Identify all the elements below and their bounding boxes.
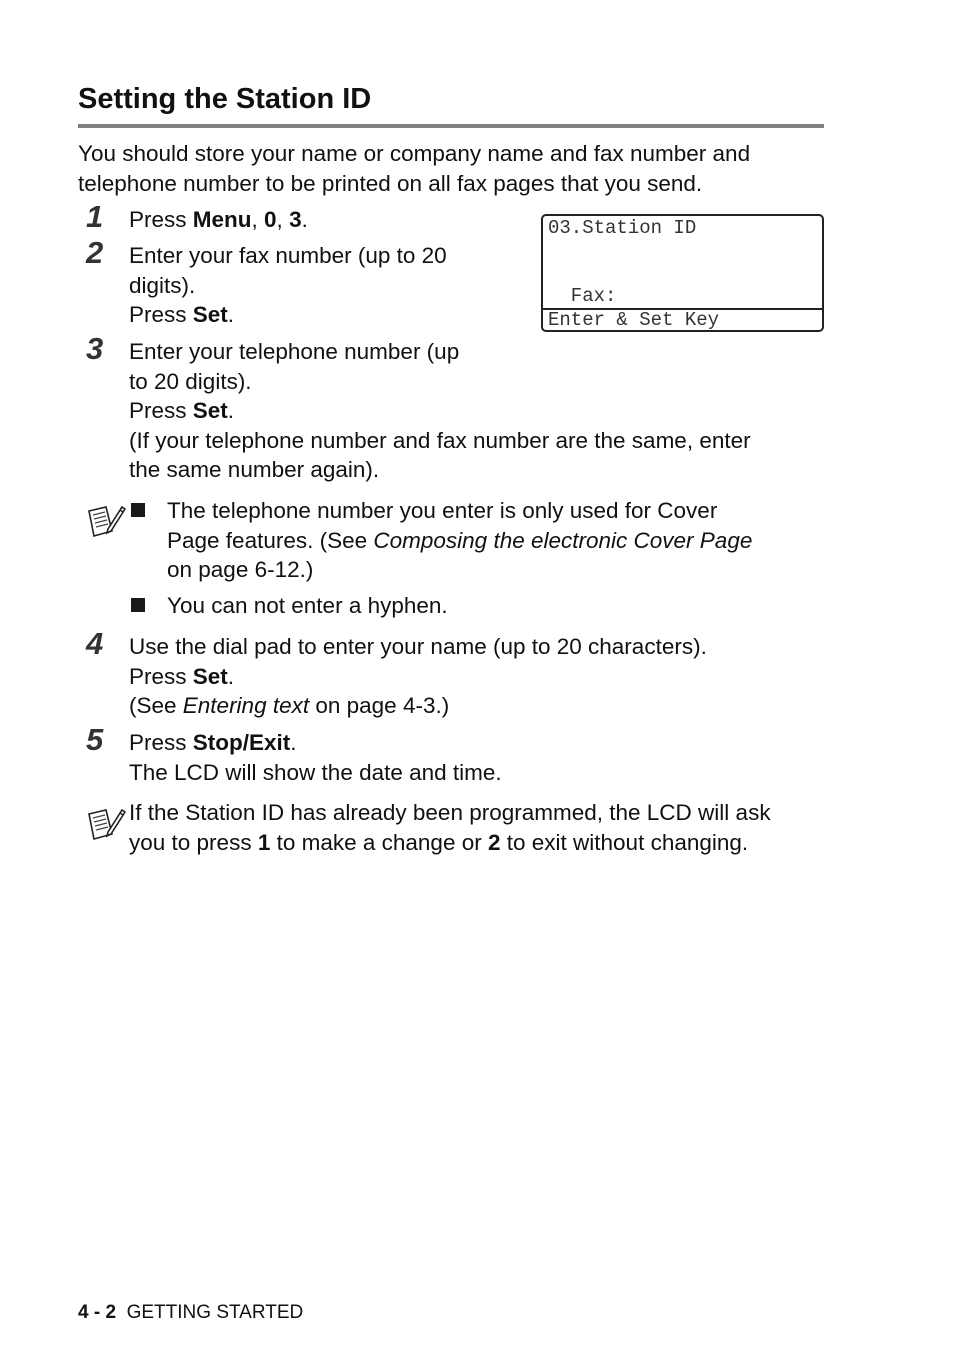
page-title: Setting the Station ID [78, 83, 372, 115]
bullet-square [131, 598, 145, 612]
step-3: Enter your telephone number (up to 20 digits). Press Set. (If your telephone number and fax number are the same, enter the same number again). [129, 339, 751, 482]
menu-key: Menu [192, 207, 252, 232]
note-pencil-icon [86, 503, 126, 539]
set-key: Set [192, 663, 228, 689]
entering-text-reference: Entering text [182, 693, 310, 718]
lcd-display [541, 214, 824, 332]
lcd-line-1: 03.Station ID [548, 217, 697, 239]
set-key: Set [192, 398, 228, 423]
step-number-1: 1 [86, 199, 104, 234]
section-name: GETTING STARTED [126, 1302, 304, 1323]
cover-page-reference: Composing the electronic Cover Page [373, 527, 753, 553]
title-rule [78, 124, 824, 128]
note-pencil-icon [86, 806, 126, 842]
page-number: 4 - 2 [78, 1302, 117, 1323]
step-number-2: 2 [86, 235, 104, 270]
step-4: Use the dial pad to enter your name (up to 20 characters). Press Set. (See Entering text on page 4-3.) [129, 634, 707, 718]
note-1-bullet-2: You can not enter a hyphen. [167, 593, 448, 618]
note-2: If the Station ID has already been programmed, the LCD will ask you to press 1 to make a change or 2 to exit without changing. [129, 800, 771, 855]
lcd-line-2: Fax: [548, 285, 617, 307]
intro-line-2: telephone number to be printed on all fax pages that you send. [78, 170, 703, 196]
bullet-square [131, 503, 145, 517]
step-number-5: 5 [86, 722, 104, 757]
step-number-4: 4 [86, 626, 104, 661]
set-key: Set [192, 302, 228, 327]
step-number-3: 3 [86, 331, 104, 366]
intro-line-1: You should store your name or company name and fax number and [78, 141, 751, 166]
intro-paragraph [78, 139, 750, 198]
step-5: Press Stop/Exit. The LCD will show the date and time. [129, 730, 502, 785]
page-footer [78, 1302, 303, 1324]
key-3: 3 [289, 207, 302, 232]
key-2: 2 [487, 829, 501, 855]
step-2: Enter your fax number (up to 20 digits). Press Set. [129, 243, 447, 327]
key-0: 0 [264, 207, 277, 232]
note-1-bullet-1: The telephone number you enter is only used for Cover Page features. (See Composing the electronic Cover Page on page 6-12.) [167, 498, 753, 582]
lcd-line-3: Enter & Set Key [543, 308, 822, 330]
step-1: Press Menu, 0, 3. [129, 207, 308, 232]
stop-exit-key: Stop/Exit [192, 730, 291, 755]
key-1: 1 [257, 829, 271, 855]
